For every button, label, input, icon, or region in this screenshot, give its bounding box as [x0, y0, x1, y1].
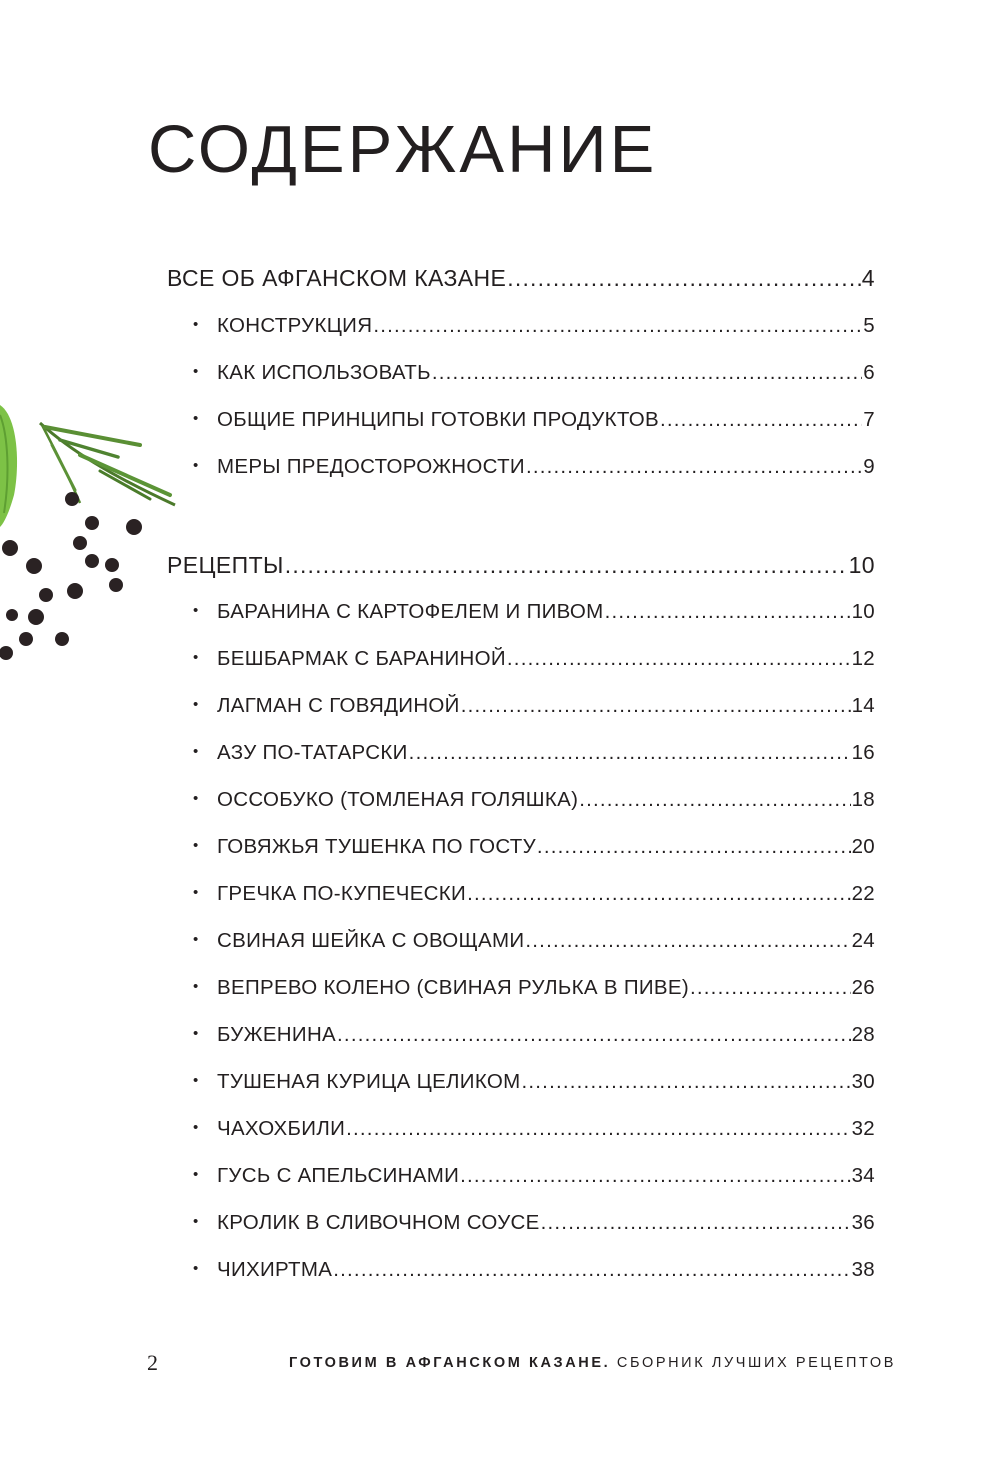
bullet-icon: • — [193, 457, 199, 474]
toc-item-label: БАРАНИНА С КАРТОФЕЛЕМ И ПИВОМ — [217, 600, 604, 623]
bullet-icon: • — [193, 790, 199, 807]
dot-leader — [333, 1258, 850, 1282]
toc-item-label: КОНСТРУКЦИЯ — [217, 314, 373, 337]
toc-item-label: КРОЛИК В СЛИВОЧНОМ СОУСЕ — [217, 1211, 540, 1234]
toc-page-number: 10 — [848, 552, 875, 578]
toc-page-number: 12 — [851, 647, 875, 670]
toc-item[interactable] — [193, 741, 875, 765]
toc-item[interactable] — [193, 788, 875, 812]
toc-item-label: ОБЩИЕ ПРИНЦИПЫ ГОТОВКИ ПРОДУКТОВ — [217, 408, 659, 431]
dot-leader — [285, 552, 848, 579]
bullet-icon: • — [193, 602, 199, 619]
toc-page-number: 16 — [851, 741, 875, 764]
toc-item[interactable] — [193, 314, 875, 338]
toc-item[interactable] — [193, 408, 875, 432]
toc-page-number: 38 — [851, 1258, 875, 1281]
dot-leader — [460, 1164, 850, 1188]
dot-leader — [541, 1211, 851, 1235]
toc-page-number: 10 — [851, 600, 875, 623]
bullet-icon: • — [193, 743, 199, 760]
toc-item-label: ГРЕЧКА ПО-КУПЕЧЕСКИ — [217, 882, 467, 905]
toc-page-number: 7 — [863, 408, 875, 431]
toc-section-label: РЕЦЕПТЫ — [167, 552, 284, 578]
bullet-icon: • — [193, 884, 199, 901]
toc-page-number: 5 — [863, 314, 875, 337]
toc-item-label: МЕРЫ ПРЕДОСТОРОЖНОСТИ — [217, 455, 525, 478]
toc-item-label: ГОВЯЖЬЯ ТУШЕНКА ПО ГОСТУ — [217, 835, 536, 858]
toc-item-label: ЧИХИРТМА — [217, 1258, 333, 1281]
toc-item-label: ОССОБУКО (ТОМЛЕНАЯ ГОЛЯШКА) — [217, 788, 579, 811]
toc-item-label: ЧАХОХБИЛИ — [217, 1117, 346, 1140]
bullet-icon: • — [193, 363, 199, 380]
page-number: 2 — [147, 1350, 158, 1375]
toc-section[interactable] — [167, 265, 875, 292]
bullet-icon: • — [193, 1260, 199, 1277]
bullet-icon: • — [193, 316, 199, 333]
toc-item[interactable] — [193, 976, 875, 1000]
dot-leader — [605, 600, 851, 624]
bullet-icon: • — [193, 978, 199, 995]
toc-item-label: КАК ИСПОЛЬЗОВАТЬ — [217, 361, 431, 384]
toc-item[interactable] — [193, 694, 875, 718]
bullet-icon: • — [193, 649, 199, 666]
toc-item-label: ТУШЕНАЯ КУРИЦА ЦЕЛИКОМ — [217, 1070, 521, 1093]
toc-item[interactable] — [193, 1211, 875, 1235]
book-title: ГОТОВИМ В АФГАНСКОМ КАЗАНЕ. — [289, 1355, 611, 1371]
dot-leader — [521, 1070, 850, 1094]
dot-leader — [507, 647, 851, 671]
dot-leader — [337, 1023, 851, 1047]
dot-leader — [690, 976, 851, 1000]
bullet-icon: • — [193, 1166, 199, 1183]
toc-page-number: 20 — [851, 835, 875, 858]
bullet-icon: • — [193, 410, 199, 427]
toc-section-label: ВСЕ ОБ АФГАНСКОМ КАЗАНЕ — [167, 265, 507, 291]
toc-page-number: 4 — [861, 265, 875, 291]
bullet-icon: • — [193, 696, 199, 713]
toc-page-number: 30 — [851, 1070, 875, 1093]
toc-item[interactable] — [193, 929, 875, 953]
dot-leader — [409, 741, 851, 765]
toc-item[interactable] — [193, 1258, 875, 1282]
dot-leader — [432, 361, 862, 385]
herbs-and-peppercorns-image — [0, 395, 200, 695]
toc-item[interactable] — [193, 835, 875, 859]
toc-page-number: 26 — [851, 976, 875, 999]
toc-item-label: ГУСЬ С АПЕЛЬСИНАМИ — [217, 1164, 460, 1187]
toc-item[interactable] — [193, 600, 875, 624]
toc-item[interactable] — [193, 882, 875, 906]
dot-leader — [373, 314, 862, 338]
toc-item[interactable] — [193, 361, 875, 385]
page-title: СОДЕРЖАНИЕ — [148, 112, 658, 187]
toc-item-label: СВИНАЯ ШЕЙКА С ОВОЩАМИ — [217, 929, 525, 952]
toc-item[interactable] — [193, 455, 875, 479]
toc-page-number: 28 — [851, 1023, 875, 1046]
bullet-icon: • — [193, 1213, 199, 1230]
dot-leader — [346, 1117, 850, 1141]
toc-page-number: 22 — [851, 882, 875, 905]
toc-item-label: БУЖЕНИНА — [217, 1023, 337, 1046]
dot-leader — [579, 788, 850, 812]
bullet-icon: • — [193, 931, 199, 948]
toc-page-number: 24 — [851, 929, 875, 952]
book-subtitle: СБОРНИК ЛУЧШИХ РЕЦЕПТОВ — [616, 1355, 896, 1371]
toc-item[interactable] — [193, 1164, 875, 1188]
dot-leader — [507, 265, 861, 292]
toc-item[interactable] — [193, 1023, 875, 1047]
bullet-icon: • — [193, 837, 199, 854]
toc-page-number: 14 — [851, 694, 875, 717]
toc-section[interactable] — [167, 552, 875, 579]
dot-leader — [526, 455, 862, 479]
dot-leader — [467, 882, 851, 906]
toc-page-number: 6 — [863, 361, 875, 384]
toc-page-number: 9 — [863, 455, 875, 478]
toc-item-label: ЛАГМАН С ГОВЯДИНОЙ — [217, 694, 460, 717]
bullet-icon: • — [193, 1025, 199, 1042]
toc-page-number: 34 — [851, 1164, 875, 1187]
dot-leader — [525, 929, 850, 953]
toc-item-label: АЗУ ПО-ТАТАРСКИ — [217, 741, 408, 764]
toc-item-label: БЕШБАРМАК С БАРАНИНОЙ — [217, 647, 506, 670]
toc-page-number: 32 — [851, 1117, 875, 1140]
toc-page-number: 18 — [851, 788, 875, 811]
dot-leader — [461, 694, 851, 718]
dot-leader — [660, 408, 862, 432]
toc-item-label: ВЕПРЕВО КОЛЕНО (СВИНАЯ РУЛЬКА В ПИВЕ) — [217, 976, 689, 999]
toc-item[interactable] — [193, 647, 875, 671]
toc-item[interactable] — [193, 1070, 875, 1094]
dot-leader — [537, 835, 851, 859]
toc-item[interactable] — [193, 1117, 875, 1141]
bullet-icon: • — [193, 1119, 199, 1136]
toc-page-number: 36 — [851, 1211, 875, 1234]
running-footer — [289, 1355, 896, 1371]
bullet-icon: • — [193, 1072, 199, 1089]
